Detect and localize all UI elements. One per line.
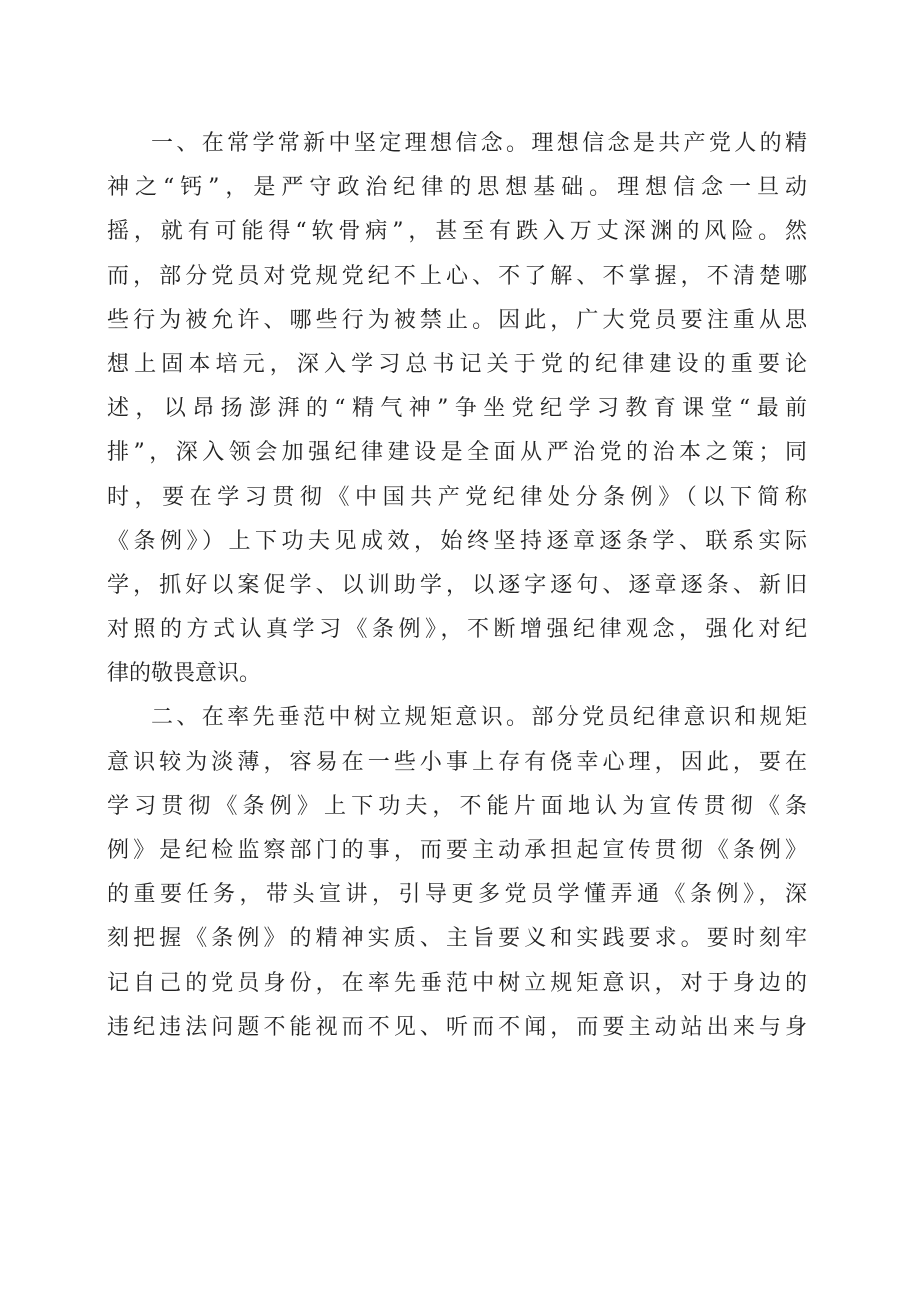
text-line: 排”，深入领会加强纪律建设是全面从严治党的治本之策；同 bbox=[107, 440, 807, 466]
text-line: 例》是纪检监察部门的事，而要主动承担起宣传贯彻《条例》 bbox=[107, 838, 807, 863]
text-line: 《条例》）上下功夫见成效，始终坚持逐章逐条学、联系实际 bbox=[107, 528, 807, 554]
text-line: 二、在率先垂范中树立规矩意识。部分党员纪律意识和规矩 bbox=[151, 705, 807, 731]
text-line: 违纪违法问题不能视而不见、听而不闻，而要主动站出来与身 bbox=[107, 1014, 807, 1040]
text-line: 述，以昂扬澎湃的“精气神”争坐党纪学习教育课堂“最前 bbox=[107, 396, 807, 422]
text-line: 一、在常学常新中坚定理想信念。理想信念是共产党人的精 bbox=[151, 131, 807, 156]
text-line: 对照的方式认真学习《条例》，不断增强纪律观念，强化对纪 bbox=[107, 617, 807, 643]
body-text bbox=[107, 122, 807, 1050]
text-line: 律的敬畏意识。 bbox=[107, 661, 262, 687]
text-line: 些行为被允许、哪些行为被禁止。因此，广大党员要注重从思 bbox=[107, 307, 807, 333]
paragraph-1 bbox=[107, 122, 807, 696]
text-line: 神之“钙”，是严守政治纪律的思想基础。理想信念一旦动 bbox=[107, 175, 807, 201]
paragraph-2 bbox=[107, 696, 807, 1050]
text-line: 摇，就有可能得“软骨病”，甚至有跌入万丈深渊的风险。然 bbox=[107, 219, 807, 245]
text-line: 学，抓好以案促学、以训助学，以逐字逐句、逐章逐条、新旧 bbox=[107, 572, 807, 598]
text-line: 想上固本培元，深入学习总书记关于党的纪律建设的重要论 bbox=[107, 351, 807, 377]
text-line: 记自己的党员身份，在率先垂范中树立规矩意识，对于身边的 bbox=[107, 970, 807, 996]
text-line: 学习贯彻《条例》上下功夫，不能片面地认为宣传贯彻《条 bbox=[107, 793, 807, 819]
text-line: 时，要在学习贯彻《中国共产党纪律处分条例》（以下简称 bbox=[107, 484, 807, 510]
text-line: 刻把握《条例》的精神实质、主旨要义和实践要求。要时刻牢 bbox=[107, 926, 807, 952]
text-line: 意识较为淡薄，容易在一些小事上存有侥幸心理，因此，要在 bbox=[107, 749, 807, 775]
text-line: 的重要任务，带头宣讲，引导更多党员学懂弄通《条例》，深 bbox=[107, 882, 807, 908]
text-line: 而，部分党员对党规党纪不上心、不了解、不掌握，不清楚哪 bbox=[107, 263, 807, 289]
